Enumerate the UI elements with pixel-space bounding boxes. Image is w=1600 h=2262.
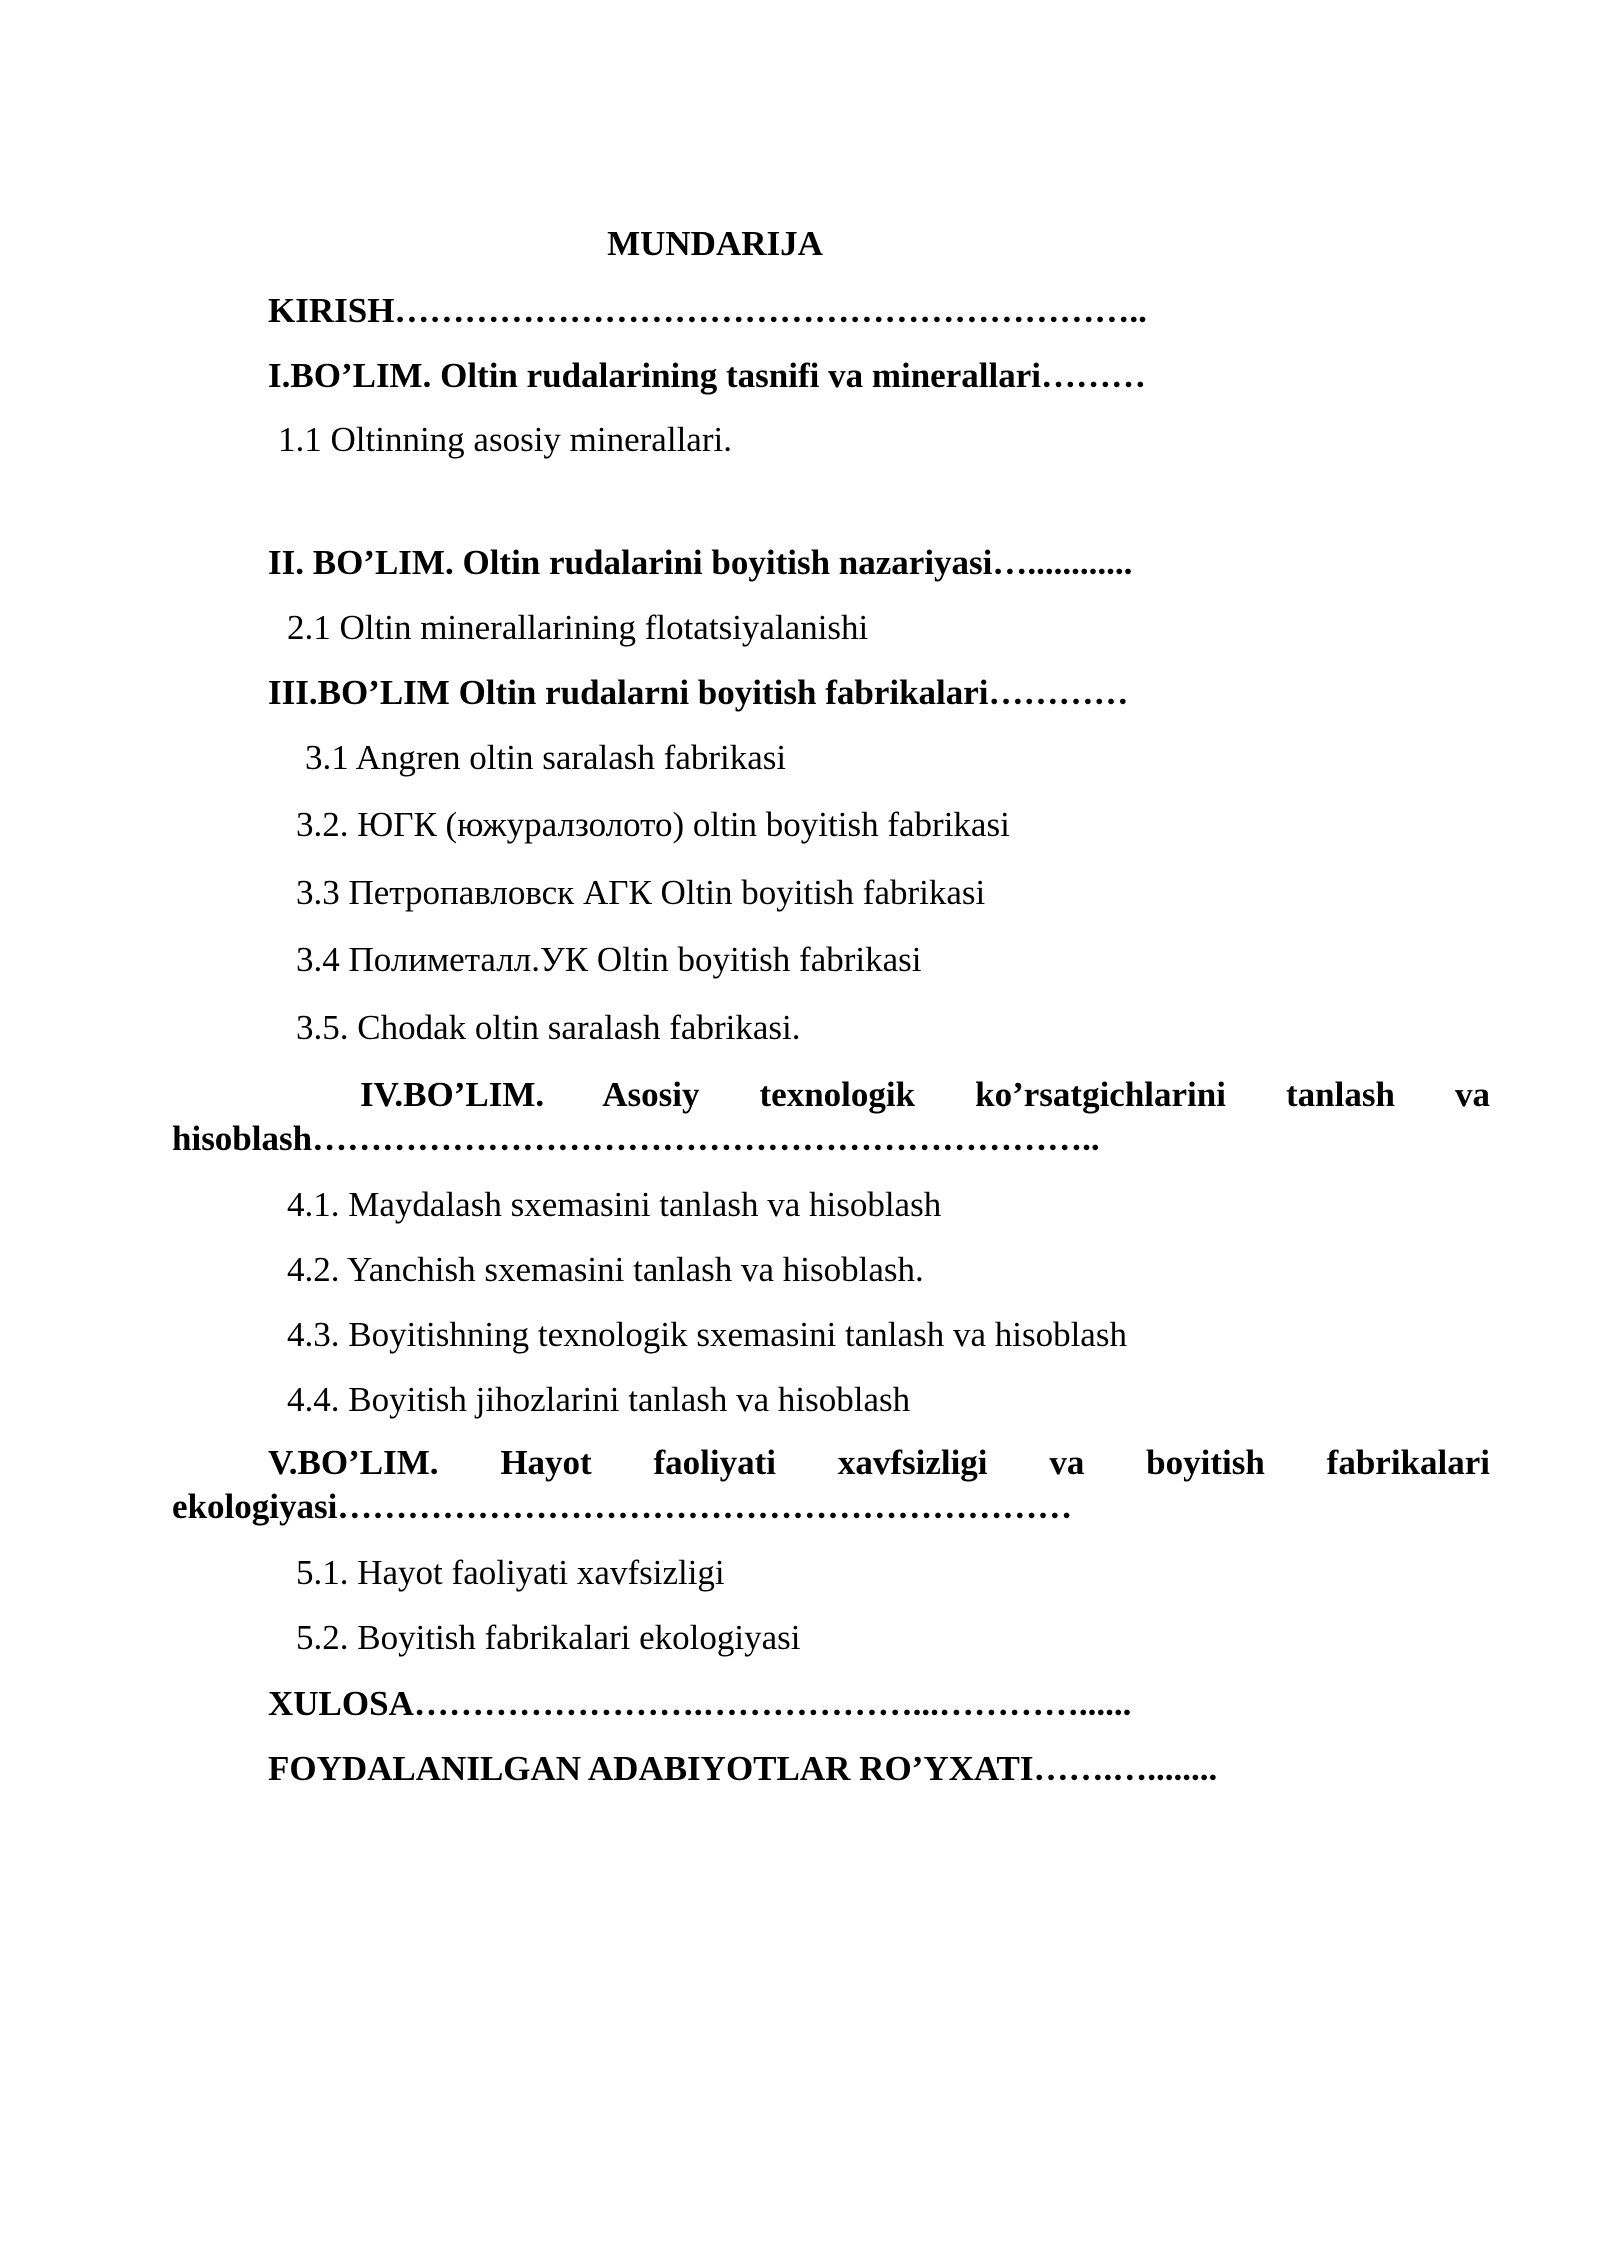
page-title: MUNDARIJA: [607, 224, 823, 263]
toc-entry-section-3-1: 3.1 Angren oltin saralash fabrikasi: [305, 738, 787, 777]
toc-entry-xulosa: XULOSA…………………….………………...…………......: [268, 1684, 1132, 1723]
toc-entry-part-4: [172, 1073, 1490, 1161]
toc-entry-section-3-5: 3.5. Chodak oltin saralash fabrikasi.: [296, 1008, 801, 1047]
toc-entry-section-3-3: 3.3 Петропавловск АГК Oltin boyitish fabrikasi: [296, 873, 986, 912]
toc-entry-section-3-2: 3.2. ЮГК (южуралзолото) oltin boyitish fabrikasi: [296, 805, 1010, 844]
toc-entry-part-5-line-2: ekologiyasi………………………………………………………: [172, 1487, 1073, 1526]
toc-entry-part-4-line-2: hisoblash…………………………………………………………..: [172, 1119, 1100, 1158]
toc-entry-section-4-3: 4.3. Boyitishning texnologik sxemasini tanlash va hisoblash: [287, 1315, 1127, 1354]
toc-entry-part-2: II. BO’LIM. Oltin rudalarini boyitish nazariyasi…............: [268, 543, 1133, 582]
toc-entry-section-4-1: 4.1. Maydalash sxemasini tanlash va hisoblash: [287, 1185, 942, 1224]
toc-entry-adabiyotlar: FOYDALANILGAN ADABIYOTLAR RO’YXATI…….…........: [268, 1749, 1218, 1788]
toc-entry-part-5-line-1: V.BO’LIM. Hayot faoliyati xavfsizligi va boyitish fabrikalari: [268, 1443, 1490, 1482]
toc-entry-part-3: III.BO’LIM Oltin rudalarni boyitish fabrikalari…………: [268, 673, 1129, 712]
toc-entry-section-4-4: 4.4. Boyitish jihozlarini tanlash va hisoblash: [287, 1380, 911, 1419]
toc-entry-part-1: I.BO’LIM. Oltin rudalarining tasnifi va minerallari………: [268, 356, 1146, 395]
toc-entry-section-3-4: 3.4 Полиметалл.УК Oltin boyitish fabrikasi: [296, 940, 922, 979]
toc-entry-kirish: KIRISH………………………………………………………..: [268, 291, 1147, 330]
toc-entry-section-5-1: 5.1. Hayot faoliyati xavfsizligi: [296, 1553, 725, 1592]
toc-entry-section-1-1: 1.1 Oltinning asosiy minerallari.: [278, 420, 732, 459]
toc-entry-part-5: [172, 1441, 1490, 1529]
toc-entry-section-4-2: 4.2. Yanchish sxemasini tanlash va hisoblash.: [287, 1250, 924, 1289]
toc-entry-section-2-1: 2.1 Oltin minerallarining flotatsiyalanishi: [287, 608, 869, 647]
toc-entry-part-4-line-1: IV.BO’LIM. Asosiy texnologik ko’rsatgichlarini tanlash va: [360, 1075, 1490, 1114]
toc-entry-section-5-2: 5.2. Boyitish fabrikalari ekologiyasi: [296, 1618, 801, 1657]
